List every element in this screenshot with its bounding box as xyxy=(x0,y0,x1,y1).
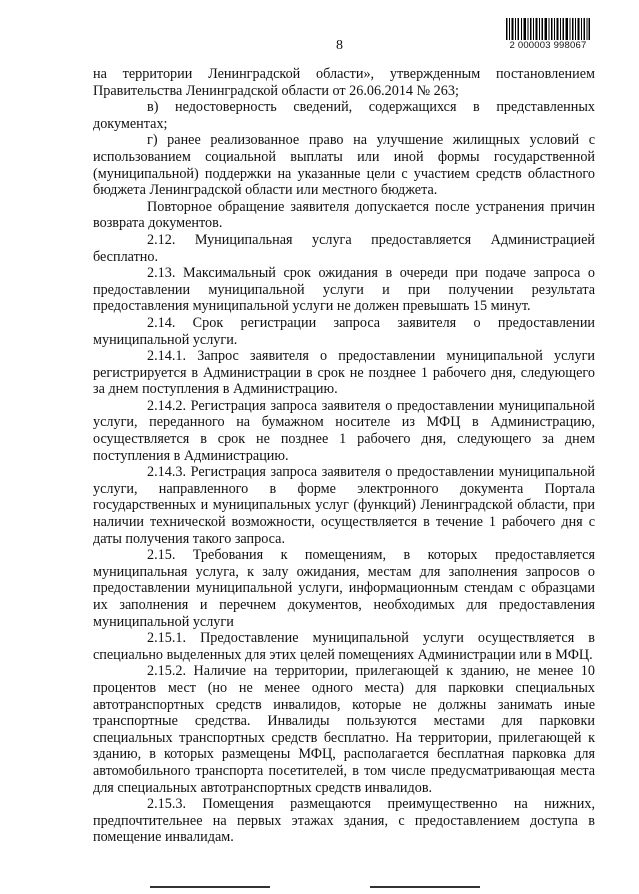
barcode xyxy=(506,18,590,51)
paragraph: 2.15.1. Предоставление муниципальной услуги осуществляется в специально выделенных для этих целей помещениях Администрации или в МФЦ. xyxy=(93,630,595,663)
paragraph: 2.14. Срок регистрации запроса заявителя о предоставлении муниципальной услуги. xyxy=(93,314,595,348)
footer-stamp-line xyxy=(370,886,480,888)
paragraph: 2.12. Муниципальная услуга предоставляется Администрацией бесплатно. xyxy=(93,231,595,265)
paragraph: г) ранее реализованное право на улучшение жилищных условий с использованием социальной выплаты или иной формы государственной (муниципальной) поддержки на указанные цели с участием средств областного бюджета Ленинградской области или местного бюджета. xyxy=(93,132,595,199)
barcode-bars xyxy=(506,18,590,40)
paragraph: 2.14.2. Регистрация запроса заявителя о предоставлении муниципальной услуги, переданного на бумажном носителе из МФЦ в Администрацию, осуществляется в срок не позднее 1 рабочего дня, следующего за днем поступления в Администрацию. xyxy=(93,397,595,464)
paragraph: Повторное обращение заявителя допускается после устранения причин возврата документов. xyxy=(93,198,595,232)
paragraph: 2.14.3. Регистрация запроса заявителя о предоставлении муниципальной услуги, направленного в форме электронного документа Портала государственных и муниципальных услуг (функций) Ленинградской области, при наличии технической возможности, осуществляется в течение 1 рабочего дня с даты получения такого запроса. xyxy=(93,464,595,547)
paragraph: 2.13. Максимальный срок ожидания в очереди при подаче запроса о предоставлении муниципальной услуги и при получении результата предоставления муниципальной услуги не должен превышать 15 минут. xyxy=(93,265,595,315)
barcode-number: 2 000003 998067 xyxy=(509,40,587,51)
paragraph: 2.15.2. Наличие на территории, прилегающей к зданию, не менее 10 процентов мест (но не менее одного места) для парковки специальных автотранспортных средств инвалидов, которые не должны занимать иные транспортные средства. Инвалиды пользуются местами для парковки специальных транспортных средств бесплатно. На территории, прилегающей к зданию, в которых размещены МФЦ, располагается бесплатная парковка для автомобильного транспорта посетителей, в том числе предусматривающая места для специальных автотранспортных средств инвалидов. xyxy=(93,663,595,796)
paragraph: на территории Ленинградской области», утвержденным постановлением Правительства Ленинградской области от 26.06.2014 № 263; xyxy=(93,66,595,99)
paragraph: 2.14.1. Запрос заявителя о предоставлении муниципальной услуги регистрируется в Администрации в срок не позднее 1 рабочего дня, следующего за днем поступления в Администрацию. xyxy=(93,348,595,398)
page-number: 8 xyxy=(336,38,343,53)
paragraph: 2.15. Требования к помещениям, в которых предоставляется муниципальная услуга, к залу ожидания, местам для заполнения запросов о предоставлении муниципальной услуги, информационным стендам с образцами их заполнения и перечнем документов, необходимых для предоставления муниципальной услуги xyxy=(93,547,595,630)
paragraph: 2.15.3. Помещения размещаются преимущественно на нижних, предпочтительнее на первых этажах здания, с предоставлением доступа в помещение инвалидам. xyxy=(93,796,595,846)
document-body xyxy=(93,66,595,846)
paragraph: в) недостоверность сведений, содержащихся в представленных документах; xyxy=(93,99,595,132)
footer-stamp-line xyxy=(150,886,270,888)
